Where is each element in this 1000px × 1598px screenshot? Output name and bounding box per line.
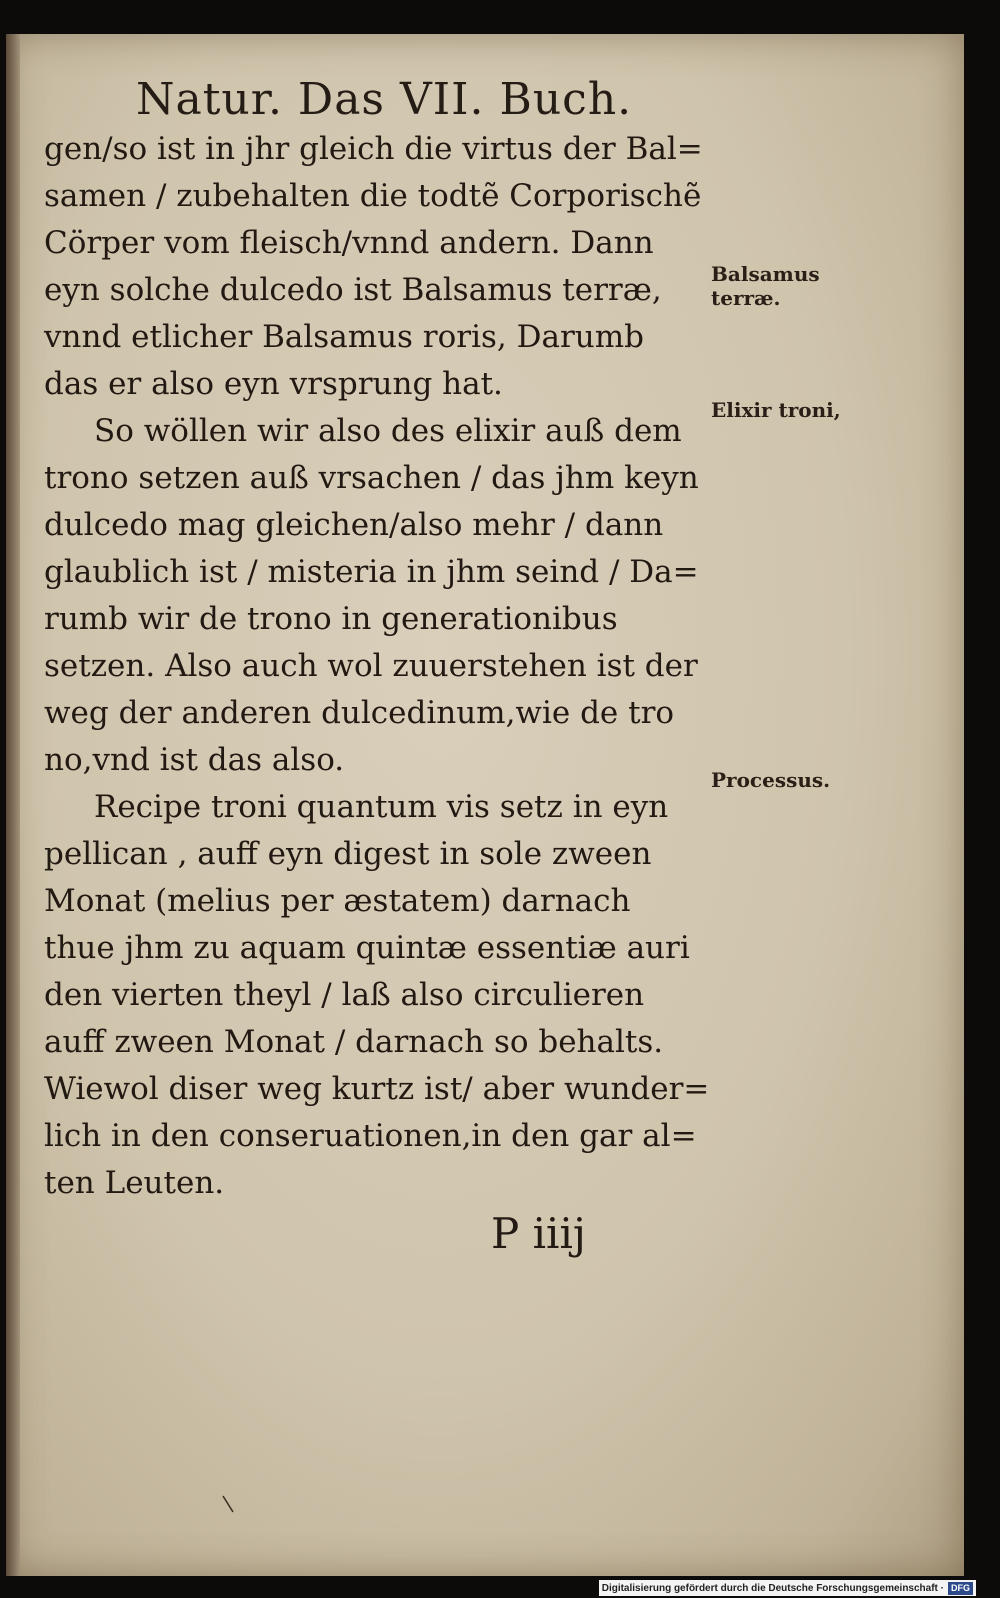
text-line: setzen. Also auch wol zuuerstehen ist der: [44, 648, 698, 684]
text-line: eyn solche dulcedo ist Balsamus terræ,: [44, 272, 662, 308]
dfg-logo: DFG: [948, 1582, 973, 1595]
text-line: pellican , auff eyn digest in sole zween: [44, 836, 652, 872]
text-line: lich in den conseruationen,in den gar al=: [44, 1118, 697, 1154]
text-line: Recipe troni quantum vis setz in eyn: [94, 789, 669, 825]
text-line: no,vnd ist das also.: [44, 742, 345, 778]
book-spine: [6, 34, 20, 1576]
text-line: ten Leuten.: [44, 1165, 225, 1201]
footer-credit: Digitalisierung gefördert durch die Deutsche Forschungsgemeinschaft ·: [601, 1582, 944, 1594]
text-line: weg der anderen dulcedinum,wie de tro: [44, 695, 675, 731]
text-line: auff zween Monat / darnach so behalts.: [44, 1024, 664, 1060]
text-line: Monat (melius per æstatem) darnach: [44, 883, 631, 919]
text-line: den vierten theyl / laß also circulieren: [44, 977, 645, 1013]
signature-mark: P iiij: [491, 1209, 586, 1258]
text-line: samen / zubehalten die todtẽ Corporischẽ: [44, 178, 702, 214]
text-line: trono setzen auß vrsachen / das jhm keyn: [44, 460, 699, 496]
text-line: So wöllen wir also des elixir auß dem: [94, 413, 682, 449]
text-line: Wiewol diser weg kurtz ist/ aber wunder=: [44, 1071, 710, 1107]
text-line: rumb wir de trono in generationibus: [44, 601, 618, 637]
margin-note-balsamus: [711, 262, 820, 310]
running-header: Natur. Das VII. Buch.: [136, 74, 633, 125]
margin-note-processus: Processus.: [711, 768, 831, 792]
text-line: gen/so ist in jhr gleich die virtus der Bal=: [44, 131, 703, 167]
text-line: das er also eyn vrsprung hat.: [44, 366, 503, 402]
book-page: [6, 34, 964, 1576]
body-text: [44, 126, 710, 1207]
digitization-footer: [599, 1580, 976, 1596]
margin-note-line: Balsamus: [711, 262, 820, 286]
text-line: vnnd etlicher Balsamus roris, Darumb: [44, 319, 645, 355]
text-line: Cörper vom fleisch/vnnd andern. Dann: [44, 225, 654, 261]
text-line: thue jhm zu aquam quintæ essentiæ auri: [44, 930, 690, 966]
text-line: dulcedo mag gleichen/also mehr / dann: [44, 507, 664, 543]
margin-note-line: terræ.: [711, 286, 781, 310]
text-line: glaublich ist / misteria in jhm seind / Da=: [44, 554, 699, 590]
ink-stroke-mark: [221, 1494, 235, 1514]
margin-note-elixir: Elixir troni,: [711, 398, 841, 422]
